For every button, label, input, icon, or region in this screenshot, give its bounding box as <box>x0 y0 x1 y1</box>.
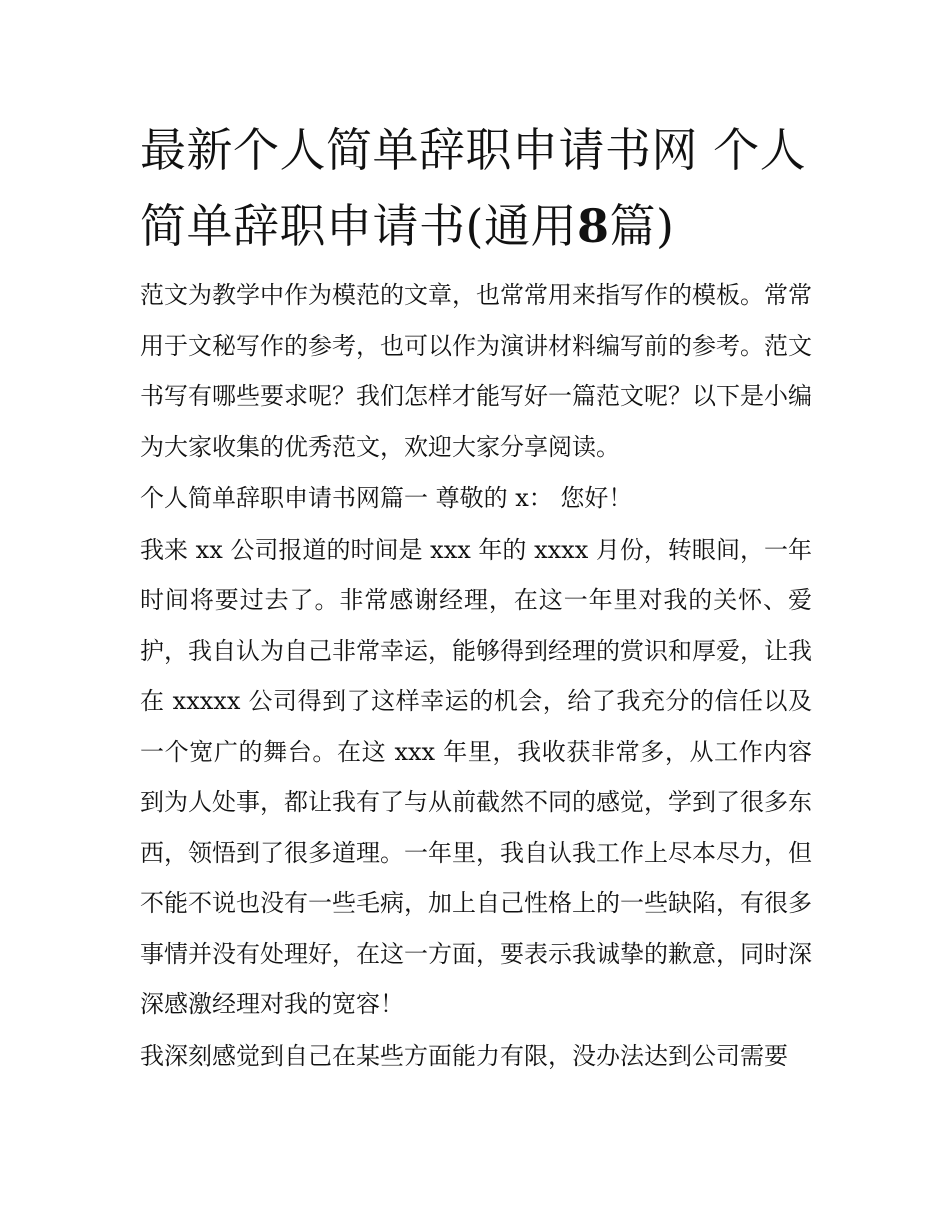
title-text-part1: 最新个人简单辞职申请书网 个人简单辞职申请书(通用 <box>140 123 807 253</box>
letter-body-paragraph: 我来 xx 公司报道的时间是 xxx 年的 xxxx 月份，转眼间，一年时间将要过去了。非常感谢经理，在这一年里对我的关怀、爱护，我自认为自己非常幸运，能够得到经理的赏识和厚爱，让我在 xxxxx 公司得到了这样幸运的机会，给了我充分的信任以及一个宽广的舞台。在这 xxx 年里，我收获非常多，从工作内容到为人处事，都让我有了与从前截然不同的感觉，学到了很多东西，领悟到了很多道理。一年里，我自认我工作上尽本尽力，但不能不说也没有一些毛病，加上自己性格上的一些缺陷，有很多事情并没有处理好，在这一方面，要表示我诚挚的歉意，同时深深感激经理对我的宽容！ <box>140 535 812 1018</box>
document-title <box>140 112 812 264</box>
title-text-part2: 篇) <box>609 199 675 253</box>
intro-paragraph: 范文为教学中作为模范的文章，也常常用来指写作的模板。常常用于文秘写作的参考，也可以作为演讲材料编写前的参考。范文书写有哪些要求呢？我们怎样才能写好一篇范文呢？以下是小编为大家收集的优秀范文，欢迎大家分享阅读。 <box>140 281 812 461</box>
title-number: 8 <box>576 199 610 253</box>
letter-body-paragraph-continued: 我深刻感觉到自己在某些方面能力有限，没办法达到公司需要 <box>140 1041 788 1070</box>
document-page <box>140 112 812 1082</box>
letter-heading: 个人简单辞职申请书网篇一 尊敬的 x： 您好！ <box>140 484 633 512</box>
